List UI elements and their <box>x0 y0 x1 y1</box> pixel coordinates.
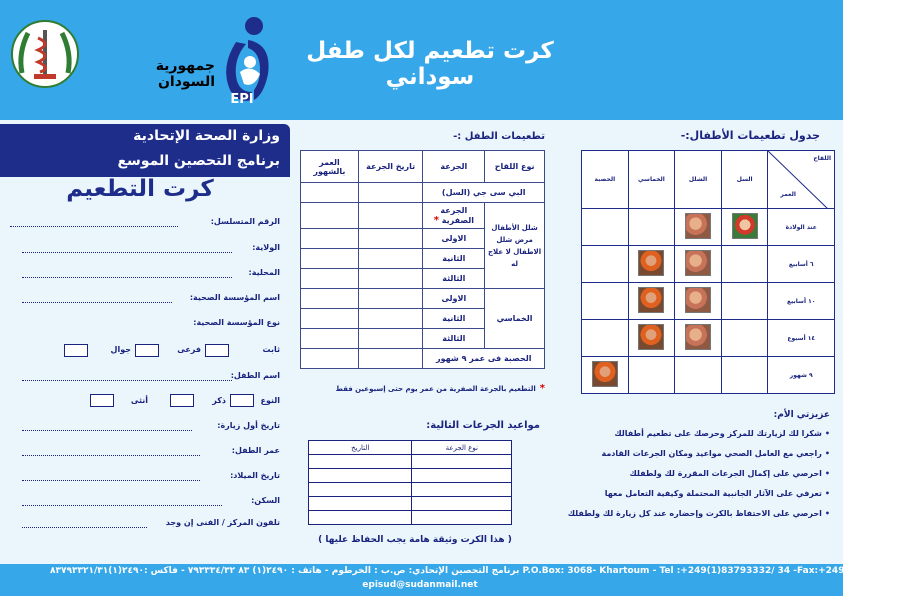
appt-cell[interactable] <box>412 455 512 469</box>
polio-2-age[interactable] <box>301 249 359 269</box>
schedule-cell <box>582 320 629 357</box>
advice-item <box>560 468 830 479</box>
penta-2-age[interactable] <box>301 309 359 329</box>
facility-name-label: اسم المؤسسة الصحية: <box>189 293 280 302</box>
polio-drops-image <box>685 213 711 239</box>
program-name: برنامج التحصين الموسع <box>117 153 280 169</box>
card-title: كرت التطعيم <box>66 176 214 202</box>
phone-label: تلفون المركز / الفنى إن وجد <box>165 518 280 527</box>
appt-header-dose: نوع الجرعة <box>412 441 512 455</box>
polio-drops-image <box>685 250 711 276</box>
corner-vaccine-label: اللقاح <box>813 155 831 162</box>
state-field[interactable] <box>22 252 232 253</box>
first-visit-label: تاريخ أول زيارة: <box>217 421 280 430</box>
birth-date-label: تاريخ الميلاد: <box>230 471 280 480</box>
advice-text: احرصي على الاحتفاظ بالكرت وإحضاره عند كل زيارة لك ولطفلك <box>567 509 822 518</box>
age-row-10w: ١٠ أسابيع <box>768 283 835 320</box>
serial-label: الرقم المتسلسل: <box>210 217 280 226</box>
outreach-label: فرعى <box>177 345 201 354</box>
vaccine-col-polio: الشلل <box>675 151 722 209</box>
appt-cell[interactable] <box>309 455 412 469</box>
advice-item <box>560 508 830 519</box>
sex-checkbox[interactable] <box>230 394 254 407</box>
header-dose-date: تاريخ الجرعة <box>358 151 423 183</box>
polio-drops-image <box>685 324 711 350</box>
appt-cell[interactable] <box>412 483 512 497</box>
birth-date-field[interactable] <box>22 480 200 481</box>
schedule-cell <box>721 357 768 394</box>
age-row-9m: ٩ شهور <box>768 357 835 394</box>
appt-header-date: التاريخ <box>309 441 412 455</box>
female-label: أنثى <box>130 396 148 405</box>
polio-zero-date[interactable] <box>358 203 423 229</box>
ministry-name: وزارة الصحة الإتحادية <box>133 128 280 144</box>
advice-text: احرصي على إكمال الجرعات المقررة لك ولطفلك <box>629 469 822 478</box>
penta-3-age[interactable] <box>301 329 359 349</box>
sudan-emblem-icon <box>10 18 80 90</box>
bcg-age-cell[interactable] <box>301 183 359 203</box>
bcg-date-cell[interactable] <box>358 183 423 203</box>
header-dose: الجرعة <box>423 151 485 183</box>
first-visit-field[interactable] <box>22 430 192 431</box>
age-row-6w: ٦ أسابيع <box>768 246 835 283</box>
appt-cell[interactable] <box>309 469 412 483</box>
sex-label: النوع <box>260 396 280 405</box>
bullet-icon: • <box>824 429 830 438</box>
appt-cell[interactable] <box>412 511 512 525</box>
appt-cell[interactable] <box>412 469 512 483</box>
child-age-label: عمر الطفل: <box>231 446 280 455</box>
appointments-table <box>308 440 512 525</box>
polio-dose-1: الاولى <box>423 229 485 249</box>
fixed-checkbox[interactable] <box>205 344 229 357</box>
polio-2-date[interactable] <box>358 249 423 269</box>
polio-zero-age[interactable] <box>301 203 359 229</box>
republic-label: جمهورية السودان <box>155 58 215 90</box>
polio-dose-zero <box>423 203 485 229</box>
outreach-checkbox[interactable] <box>135 344 159 357</box>
appt-cell[interactable] <box>309 511 412 525</box>
measles-injection-image <box>592 361 618 387</box>
facility-type-label: نوع المؤسسة الصحية: <box>193 318 280 327</box>
age-row-birth: عند الولادة <box>768 209 835 246</box>
zero-dose-note-text: التطعيم بالجرعة الصفرية من عمر يوم حتى إسبوعين فقط <box>335 385 536 393</box>
schedule-cell <box>582 283 629 320</box>
star-icon: * <box>539 383 545 394</box>
fixed-label: ثابت <box>262 345 280 354</box>
schedule-cell <box>628 246 675 283</box>
bullet-icon: • <box>824 469 830 478</box>
schedule-cell <box>675 283 722 320</box>
penta-1-age[interactable] <box>301 289 359 309</box>
zero-dose-note <box>300 383 545 394</box>
penta-injection-image <box>638 324 664 350</box>
advice-text: راجعي مع العامل الصحي مواعيد ومكان الجرعات القادمة <box>601 449 822 458</box>
schedule-cell <box>721 246 768 283</box>
page-title: كرت تطعيم لكل طفل سوداني <box>306 38 554 90</box>
schedule-corner-cell <box>768 151 835 209</box>
schedule-cell <box>628 283 675 320</box>
mobile-checkbox[interactable] <box>64 344 88 357</box>
schedule-cell <box>721 283 768 320</box>
polio-drops-image <box>685 287 711 313</box>
schedule-cell <box>582 209 629 246</box>
facility-name-field[interactable] <box>22 302 172 303</box>
schedule-cell <box>628 209 675 246</box>
measles-date[interactable] <box>358 349 423 369</box>
penta-dose-1: الاولى <box>423 289 485 309</box>
schedule-cell <box>675 320 722 357</box>
vaccine-col-measles: الحصبة <box>582 151 629 209</box>
mobile-label: جوال <box>110 345 131 354</box>
serial-field[interactable] <box>10 226 178 227</box>
polio-3-date[interactable] <box>358 269 423 289</box>
epi-logo-text: EPI <box>230 92 254 107</box>
schedule-table <box>581 150 835 394</box>
schedule-title: جدول تطعيمات الأطفال:- <box>680 129 820 142</box>
advice-text: شكرا لك لزيارتك للمركز وحرصك على تطعيم أطفالك <box>614 429 822 438</box>
polio-3-age[interactable] <box>301 269 359 289</box>
appt-cell[interactable] <box>412 497 512 511</box>
keep-card-note: ( هذا الكرت وثيقة هامة يجب الحفاظ عليها ) <box>318 535 512 545</box>
header-vaccine-type: نوع اللقاح <box>485 151 545 183</box>
bullet-icon: • <box>824 489 830 498</box>
vaccine-col-penta: الخماسي <box>628 151 675 209</box>
polio-dose-3: الثالثة <box>423 269 485 289</box>
schedule-cell <box>721 209 768 246</box>
child-vaccination-table <box>300 150 545 369</box>
advice-item <box>560 488 830 499</box>
phone-field[interactable] <box>22 527 147 528</box>
appt-cell[interactable] <box>309 497 412 511</box>
child-age-field[interactable] <box>22 455 200 456</box>
bcg-label: البي سى جي (السل) <box>423 183 545 203</box>
dose-zero-label: الجرعة الصفرية <box>440 205 474 225</box>
penta-injection-image <box>638 287 664 313</box>
footer-contact: برنامج التحصين الإتحادي: ص.ب : الخرطوم - هاتف : ٢٤٩٠(١) ٨٣ ٧٩٣٣٣٤/٣٢ - فاكس :٢٤٩٠(١)٨٣٧٩٣٣٢١/٣١ P.O.Box: 3068- Khartoum - Tel :+249(1)83793332/ 34 -Fax:+249(1)83793321 <box>50 566 909 576</box>
residence-field[interactable] <box>22 505 222 506</box>
mothers-advice <box>560 410 830 528</box>
advice-text: تعرفي على الآثار الجانبية المحتملة وكيفية التعامل معها <box>604 489 822 498</box>
penta-2-date[interactable] <box>358 309 423 329</box>
child-vaccinations-title: تطعيمات الطفل :- <box>453 131 545 142</box>
locality-field[interactable] <box>22 277 232 278</box>
state-label: الولاية: <box>252 243 280 252</box>
child-name-field[interactable] <box>22 380 232 381</box>
polio-dose-2: الثانية <box>423 249 485 269</box>
schedule-cell <box>628 320 675 357</box>
appt-cell[interactable] <box>309 483 412 497</box>
male-label: ذكر <box>212 396 226 405</box>
header-age-months: العمر بالشهور <box>301 151 359 183</box>
mothers-heading: عزيزتي الأم: <box>773 410 830 420</box>
bcg-injection-image <box>732 213 758 239</box>
age-row-14w: ١٤ أسبوع <box>768 320 835 357</box>
schedule-cell <box>628 357 675 394</box>
bullet-icon: • <box>824 509 830 518</box>
penta-1-date[interactable] <box>358 289 423 309</box>
penta-dose-3: الثالثة <box>423 329 485 349</box>
schedule-cell <box>675 209 722 246</box>
advice-item <box>560 448 830 459</box>
appointments-title: مواعيد الجرعات التالية: <box>426 420 540 431</box>
vaccine-col-bcg: السل <box>721 151 768 209</box>
advice-item <box>560 428 830 439</box>
measles-label: الحصبة فى عمر ٩ شهور <box>423 349 545 369</box>
male-checkbox[interactable] <box>170 394 194 407</box>
residence-label: السكن: <box>251 496 280 505</box>
schedule-cell <box>721 320 768 357</box>
footer-email: episud@sudanmail.net <box>362 580 478 590</box>
schedule-cell <box>582 357 629 394</box>
star-icon: * <box>433 214 439 226</box>
penta-label: الخماسي <box>485 289 545 349</box>
bullet-icon: • <box>824 449 830 458</box>
penta-injection-image <box>638 250 664 276</box>
measles-age[interactable] <box>301 349 359 369</box>
female-checkbox[interactable] <box>90 394 114 407</box>
polio-label: شلل الأطفال مرض شلل الاطفال لا علاج له <box>485 203 545 289</box>
polio-1-age[interactable] <box>301 229 359 249</box>
child-name-label: اسم الطفل: <box>230 371 280 380</box>
penta-dose-2: الثانية <box>423 309 485 329</box>
schedule-cell <box>582 246 629 283</box>
schedule-cell <box>675 246 722 283</box>
polio-1-date[interactable] <box>358 229 423 249</box>
penta-3-date[interactable] <box>358 329 423 349</box>
locality-label: المحلية: <box>248 268 280 277</box>
schedule-cell <box>675 357 722 394</box>
corner-age-label: العمر <box>780 191 796 198</box>
